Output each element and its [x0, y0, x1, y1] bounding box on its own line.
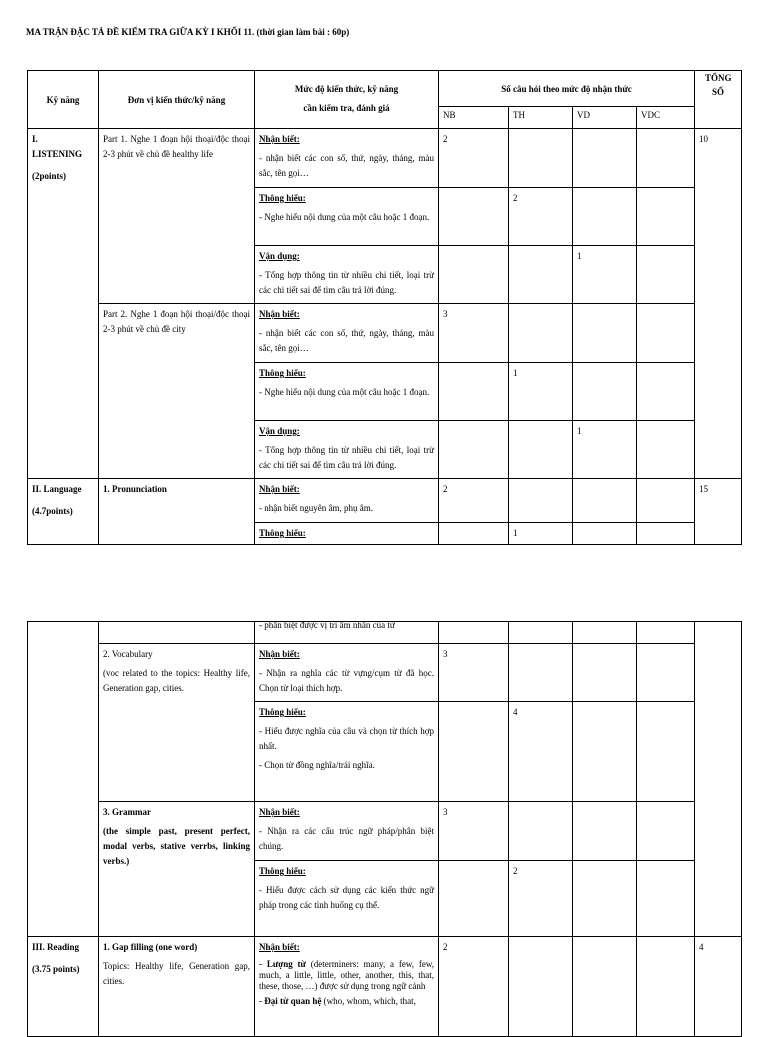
total-language: 15: [695, 479, 742, 545]
spec-table-part-1: [27, 70, 742, 545]
count-nb: 3: [439, 644, 509, 702]
count-nb: 3: [439, 802, 509, 861]
header-unit: Đơn vị kiến thức/kỹ năng: [99, 71, 255, 129]
count-th: [509, 129, 573, 188]
level-cell: Nhận biết: - nhận biết nguyên âm, phụ âm.: [255, 479, 439, 523]
header-count: Số câu hỏi theo mức độ nhận thức: [439, 71, 695, 107]
level-cell: Thông hiểu: - Hiểu được cách sử dụng các kiến thức ngữ pháp trong các tình huống cụ thể.: [255, 861, 439, 937]
listening-part-2: Part 2. Nghe 1 đoạn hội thoại/độc thoại 2-3 phút về chủ đề city: [99, 304, 255, 479]
level-cell: Nhận biết: - nhận biết các con số, thứ, ngày, tháng, màu sắc, tên gọi…: [255, 129, 439, 188]
count-th: 2: [509, 188, 573, 246]
count-vd: 1: [573, 246, 637, 304]
page-title: MA TRẬN ĐẶC TẢ ĐỀ KIỂM TRA GIỮA KỲ I KHỐI 11. (thời gian làm bài : 60p): [26, 27, 350, 37]
total-reading: 4: [695, 937, 742, 1037]
header-vdc: VDC: [637, 107, 695, 129]
level-cell: Thông hiểu:: [255, 523, 439, 545]
count-vd: [573, 129, 637, 188]
count-vdc: [637, 129, 695, 188]
listening-part-1: Part 1. Nghe 1 đoạn hội thoại/độc thoại 2-3 phút về chủ đề healthy life: [99, 129, 255, 304]
total-listening: 10: [695, 129, 742, 479]
level-cell: Thông hiểu: - Nghe hiểu nội dung của một câu hoặc 1 đoạn.: [255, 188, 439, 246]
level-cell: Nhận biết: - Nhận ra nghĩa các từ vựng/cụm từ đã học. Chọn từ loại thích hợp.: [255, 644, 439, 702]
header-nb: NB: [439, 107, 509, 129]
header-total: TỔNG SỐ: [695, 71, 742, 129]
level-cell: Vận dụng: - Tổng hợp thông tin từ nhiều chi tiết, loại trừ các chi tiết sai để tìm câu trả lời đúng.: [255, 421, 439, 479]
count-nb: 2: [439, 479, 509, 523]
header-skill: Kỹ năng: [28, 71, 99, 129]
skill-reading: III. Reading (3.75 points): [28, 937, 99, 1037]
level-cell: Thông hiểu: - Nghe hiểu nội dung của một câu hoặc 1 đoạn.: [255, 363, 439, 421]
header-level: Mức độ kiến thức, kỹ năng cần kiểm tra, đánh giá: [255, 71, 439, 129]
count-th: 1: [509, 363, 573, 421]
count-nb: 2: [439, 129, 509, 188]
level-cell: Nhận biết: - Nhận ra các cấu trúc ngữ pháp/phân biệt chúng.: [255, 802, 439, 861]
count-vd: 1: [573, 421, 637, 479]
level-cell: Thông hiểu: - Hiểu được nghĩa của câu và chọn từ thích hợp nhất. - Chọn từ đồng nghĩa/trái nghĩa.: [255, 702, 439, 802]
level-cell: Vận dụng: - Tổng hợp thông tin từ nhiều chi tiết, loại trừ các chi tiết sai để tìm câu trả lời đúng.: [255, 246, 439, 304]
level-cell: Nhận biết: - nhận biết các con số, thứ, ngày, tháng, màu sắc, tên gọi…: [255, 304, 439, 363]
count-th: 4: [509, 702, 573, 802]
skill-listening: I. LISTENING (2points): [28, 129, 99, 479]
header-vd: VD: [573, 107, 637, 129]
header-th: TH: [509, 107, 573, 129]
unit-gap-filling: 1. Gap filling (one word) Topics: Healthy life, Generation gap, cities.: [99, 937, 255, 1037]
count-nb: 3: [439, 304, 509, 363]
unit-vocabulary: 2. Vocabulary (voc related to the topics: Healthy life, Generation gap, cities.: [99, 644, 255, 802]
count-nb: 2: [439, 937, 509, 1037]
unit-pronunciation: 1. Pronunciation: [99, 479, 255, 545]
count-th: 1: [509, 523, 573, 545]
skill-language: II. Language (4.7points): [28, 479, 99, 545]
spec-table-part-2: [27, 621, 742, 1037]
count-th: 2: [509, 861, 573, 937]
level-cell: - phân biệt được vị trí âm nhấn của từ: [255, 622, 439, 644]
level-cell: Nhận biết: - Lượng từ (determiners: many, a few, few, much, a little, little, other, another, this, that, these, those, …) được sử dụng trong ngữ cảnh - Đại từ quan hệ (who, whom, which, that,: [255, 937, 439, 1037]
unit-grammar: 3. Grammar (the simple past, present perfect, modal verbs, stative verrbs, linking verbs.): [99, 802, 255, 937]
